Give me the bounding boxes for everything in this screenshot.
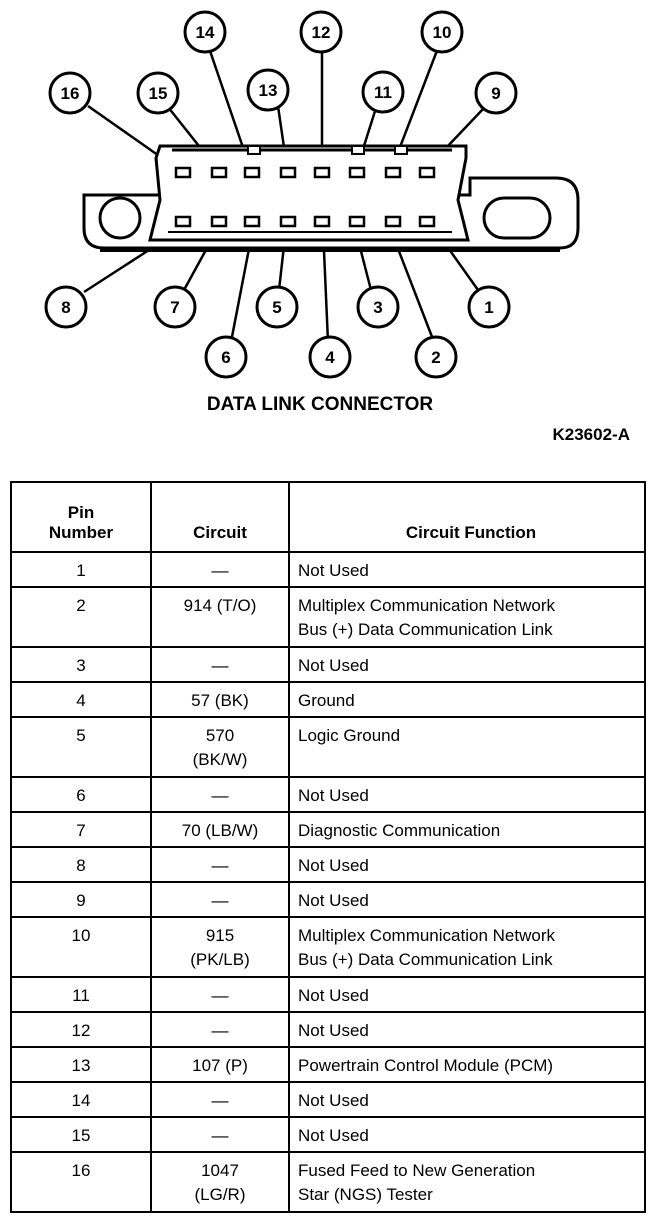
cell-pin-number: 9 [11, 882, 151, 917]
cell-circuit-function [289, 682, 645, 717]
header-pin-number [11, 482, 151, 552]
circuit-line: 915 [205, 926, 235, 945]
circuit-line: — [211, 1126, 229, 1145]
circuit-line: 107 (P) [192, 1056, 248, 1075]
function-line: Not Used [298, 891, 369, 910]
function-line: Fused Feed to New Generation [298, 1161, 536, 1180]
circuit-line: 57 (BK) [191, 691, 249, 710]
cell-circuit-function [289, 1117, 645, 1152]
cell-circuit [151, 1082, 289, 1117]
pin-callout-3 [358, 287, 398, 327]
table-row [11, 1047, 645, 1082]
cell-circuit [151, 847, 289, 882]
cell-circuit [151, 552, 289, 587]
connector-body [84, 146, 578, 250]
cell-pin-number: 14 [11, 1082, 151, 1117]
cell-circuit [151, 1012, 289, 1047]
table-row [11, 977, 645, 1012]
cell-circuit-function [289, 1012, 645, 1047]
function-line: Ground [298, 691, 355, 710]
pin-callout-7 [155, 287, 195, 327]
pin-13-label: 13 [258, 81, 278, 100]
cell-circuit-function [289, 717, 645, 777]
diagram-title: DATA LINK CONNECTOR [206, 394, 434, 415]
pin-callout-9 [476, 73, 516, 113]
pin-callout-14 [185, 12, 225, 52]
pin-7-label: 7 [170, 298, 180, 317]
table-row [11, 1152, 645, 1212]
pin-callout-4 [310, 337, 350, 377]
function-line: Star (NGS) Tester [298, 1185, 433, 1204]
cell-pin-number: 11 [11, 977, 151, 1012]
cell-circuit-function [289, 917, 645, 977]
cell-circuit-function [289, 882, 645, 917]
cell-circuit [151, 647, 289, 682]
circuit-line: (PK/LB) [190, 950, 250, 969]
table-body [11, 552, 645, 1212]
cell-circuit-function [289, 847, 645, 882]
cell-circuit [151, 1117, 289, 1152]
cell-circuit-function [289, 647, 645, 682]
function-line: Diagnostic Communication [298, 821, 501, 840]
cell-circuit-function [289, 812, 645, 847]
circuit-line: — [211, 1021, 229, 1040]
pin-11-label: 11 [374, 83, 392, 102]
circuit-line: — [211, 986, 229, 1005]
circuit-line: — [211, 856, 229, 875]
cell-circuit-function [289, 777, 645, 812]
function-line: Not Used [298, 1021, 369, 1040]
header-circuit-function: Circuit Function [289, 482, 645, 552]
cell-circuit-function [289, 587, 645, 647]
circuit-line: 70 (LB/W) [181, 821, 259, 840]
circuit-line: (LG/R) [194, 1185, 246, 1204]
function-line: Not Used [298, 656, 369, 675]
pin-table [10, 481, 646, 1213]
table-row [11, 777, 645, 812]
pin-5-label: 5 [272, 298, 282, 317]
function-line: Not Used [298, 786, 369, 805]
pin-14-label: 14 [195, 23, 215, 42]
cell-circuit [151, 917, 289, 977]
cell-circuit [151, 812, 289, 847]
cell-pin-number: 2 [11, 587, 151, 647]
pin-callout-16 [50, 73, 90, 113]
pin-callout-2 [416, 337, 456, 377]
table-row [11, 682, 645, 717]
pin-2-label: 2 [431, 348, 441, 367]
cell-pin-number: 7 [11, 812, 151, 847]
function-line: Not Used [298, 986, 369, 1005]
function-line: Multiplex Communication Network [298, 596, 555, 615]
circuit-line: — [211, 561, 229, 580]
table-row [11, 587, 645, 647]
cell-circuit-function [289, 1082, 645, 1117]
pin-callout-11 [363, 72, 403, 112]
pin-16-label: 16 [60, 84, 80, 103]
cell-circuit [151, 1047, 289, 1082]
pin-6-label: 6 [221, 348, 231, 367]
pin-15-label: 15 [148, 84, 168, 103]
cell-pin-number: 4 [11, 682, 151, 717]
cell-circuit-function [289, 1047, 645, 1082]
table-row [11, 1117, 645, 1152]
pin-callout-15 [138, 73, 178, 113]
circuit-line: 570 [205, 726, 235, 745]
circuit-line: 1047 [201, 1161, 239, 1180]
table-row [11, 882, 645, 917]
cell-circuit [151, 882, 289, 917]
function-line: Bus (+) Data Communication Link [298, 620, 553, 639]
function-line: Not Used [298, 561, 369, 580]
cell-circuit-function [289, 977, 645, 1012]
cell-pin-number: 5 [11, 717, 151, 777]
cell-circuit [151, 1152, 289, 1212]
circuit-line: — [211, 1091, 229, 1110]
pin-9-label: 9 [491, 84, 501, 103]
cell-circuit [151, 977, 289, 1012]
table-row [11, 717, 645, 777]
function-line: Not Used [298, 1126, 369, 1145]
cell-pin-number: 3 [11, 647, 151, 682]
function-line: Powertrain Control Module (PCM) [298, 1056, 554, 1075]
function-line: Multiplex Communication Network [298, 926, 555, 945]
header-circuit: Circuit [151, 482, 289, 552]
cell-circuit [151, 682, 289, 717]
pin-callout-8 [46, 287, 86, 327]
table-row [11, 552, 645, 587]
pin-12-label: 12 [311, 23, 331, 42]
cell-pin-number: 12 [11, 1012, 151, 1047]
pin-callout-13 [248, 70, 288, 110]
cell-circuit-function [289, 552, 645, 587]
cell-circuit [151, 717, 289, 777]
cell-pin-number: 8 [11, 847, 151, 882]
circuit-line: — [211, 786, 229, 805]
function-line: Not Used [298, 856, 369, 875]
table-row [11, 1012, 645, 1047]
pin-1-label: 1 [484, 298, 494, 317]
figure-id: K23602-A [552, 425, 630, 444]
cell-pin-number: 6 [11, 777, 151, 812]
pin-8-label: 8 [61, 298, 71, 317]
table-header-row [11, 482, 645, 552]
cell-pin-number: 16 [11, 1152, 151, 1212]
cell-pin-number: 10 [11, 917, 151, 977]
pin-10-label: 10 [432, 23, 452, 42]
pin-4-label: 4 [325, 348, 335, 367]
cell-circuit [151, 587, 289, 647]
cell-circuit [151, 777, 289, 812]
pin-callout-10 [422, 12, 462, 52]
header-pin-line2: Number [48, 523, 114, 542]
circuit-line: (BK/W) [192, 750, 248, 769]
function-line: Not Used [298, 1091, 369, 1110]
table-row [11, 847, 645, 882]
table-row [11, 647, 645, 682]
cell-pin-number: 13 [11, 1047, 151, 1082]
circuit-line: — [211, 656, 229, 675]
connector-diagram [0, 0, 672, 470]
function-line: Logic Ground [298, 726, 401, 745]
pin-callout-12 [301, 12, 341, 52]
cell-pin-number: 15 [11, 1117, 151, 1152]
table-row [11, 917, 645, 977]
pin-3-label: 3 [373, 298, 383, 317]
connector-drawing [0, 0, 672, 470]
circuit-line: — [211, 891, 229, 910]
pin-callout-5 [257, 287, 297, 327]
function-line: Bus (+) Data Communication Link [298, 950, 553, 969]
table-row [11, 1082, 645, 1117]
table-row [11, 812, 645, 847]
header-pin-line1: Pin [67, 503, 95, 522]
cell-pin-number: 1 [11, 552, 151, 587]
pin-callout-6 [206, 337, 246, 377]
pin-callout-1 [469, 287, 509, 327]
circuit-line: 914 (T/O) [183, 596, 257, 615]
cell-circuit-function [289, 1152, 645, 1212]
